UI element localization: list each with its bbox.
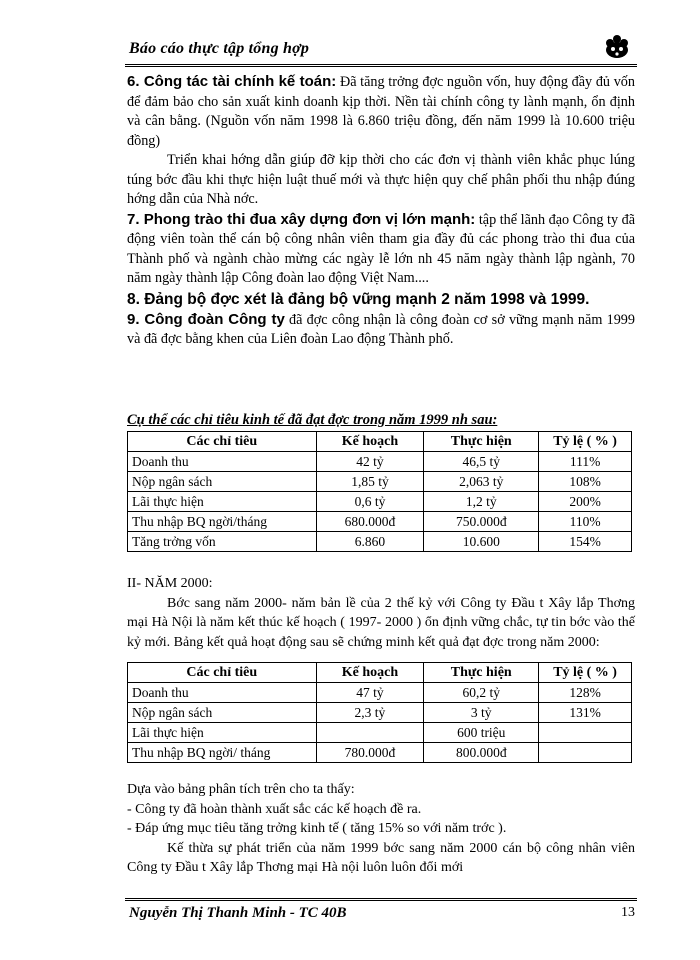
table-cell: 2,3 tỷ xyxy=(316,703,424,723)
table-2-header-row xyxy=(128,663,632,683)
table-header-cell: Thực hiện xyxy=(424,432,539,452)
table-cell: 154% xyxy=(539,532,632,552)
table-cell: Thu nhập BQ ngời/tháng xyxy=(128,512,317,532)
table-row xyxy=(128,512,632,532)
table-row xyxy=(128,723,632,743)
section-9-heading: 9. Công đoàn Công ty xyxy=(127,310,285,328)
analysis-conclusion: Kế thừa sự phát triển của năm 1999 bớc sang năm 2000 cán bộ công nhân viên Công ty Đầu t Xây lắp Thơng mại Hà nội luôn luôn đổi mới xyxy=(127,840,635,875)
header-title: Báo cáo thực tập tổng hợp xyxy=(129,40,310,57)
table-header-cell: Tỷ lệ ( % ) xyxy=(539,663,632,683)
table-cell: 600 triệu xyxy=(424,723,539,743)
table-header-cell: Thực hiện xyxy=(424,663,539,683)
table-cell: Thu nhập BQ ngời/ tháng xyxy=(128,743,317,763)
table-cell: 131% xyxy=(539,703,632,723)
table-row xyxy=(128,743,632,763)
table-header-cell: Các chỉ tiêu xyxy=(128,432,317,452)
table-cell: 108% xyxy=(539,472,632,492)
table-cell: 800.000đ xyxy=(424,743,539,763)
analysis-bullet-1: - Công ty đã hoàn thành xuất sắc các kế hoạch đề ra. xyxy=(127,801,422,817)
table-row xyxy=(128,532,632,552)
table-row xyxy=(128,492,632,512)
table-cell: 10.600 xyxy=(424,532,539,552)
page-number: 13 xyxy=(621,905,635,920)
table-cell: 111% xyxy=(539,452,632,472)
header-rule xyxy=(125,64,637,67)
part-2-paragraph: Bớc sang năm 2000- năm bản lề của 2 thế kỷ với Công ty Đầu t Xây lắp Thơng mại Hà Nội là năm kết thúc kế hoạch ( 1997- 2000 ) ổn định vững chắc, tự tin bớc vào thế kỷ mới. Bảng kết quả hoạt động sau sẽ chứng minh kết quả đạt đợc trong năm 2000: xyxy=(127,595,635,650)
table-header-cell: Kế hoạch xyxy=(316,432,424,452)
table-cell: 780.000đ xyxy=(316,743,424,763)
part-2-heading: II- NĂM 2000: xyxy=(127,576,213,591)
page-header xyxy=(125,38,635,66)
table-cell: 110% xyxy=(539,512,632,532)
decorative-logo-icon xyxy=(602,34,632,60)
table-header-cell: Kế hoạch xyxy=(316,663,424,683)
section-7 xyxy=(127,210,635,289)
section-7-text: tập thể lãnh đạo Công ty đã động viên toàn thể cán bộ công nhân viên tham gia đầy đủ các phong trào thi đua của Thành phố và ngành chào mừng các ngày lễ lớn nh 45 năm ngày thành lập ngành, 70 năm ngày thành lập Công đoàn lao động Việt Nam.... xyxy=(127,211,635,286)
table-row xyxy=(128,683,632,703)
table-cell: 3 tỷ xyxy=(424,703,539,723)
table-cell: 0,6 tỷ xyxy=(316,492,424,512)
table-cell xyxy=(539,723,632,743)
table-cell: 200% xyxy=(539,492,632,512)
table-1-caption: Cụ thể các chỉ tiêu kinh tế đã đạt đợc trong năm 1999 nh sau: xyxy=(127,412,498,428)
part-2 xyxy=(127,574,635,652)
table-row xyxy=(128,452,632,472)
section-9 xyxy=(127,310,635,350)
table-cell: 60,2 tỷ xyxy=(424,683,539,703)
section-6-paragraph-2: Triển khai hớng dẫn giúp đỡ kịp thời cho các đơn vị thành viên khắc phục lúng túng bớc đầu khi thực hiện luật thuế mới và thực hiện quy chế phân phối thu nhập đúng hớng dẫn của Nhà nớc. xyxy=(127,152,635,207)
table-cell: 1,85 tỷ xyxy=(316,472,424,492)
section-7-heading: 7. Phong trào thi đua xây dựng đơn vị lớn mạnh: xyxy=(127,210,476,228)
body-text xyxy=(127,72,635,350)
footer-author: Nguyễn Thị Thanh Minh - TC 40B xyxy=(129,905,347,921)
table-cell: Doanh thu xyxy=(128,683,317,703)
analysis-bullet-2: - Đáp ứng mục tiêu tăng trởng kinh tế ( tăng 15% so với năm trớc ). xyxy=(127,821,507,836)
table-row xyxy=(128,472,632,492)
table-cell: 47 tỷ xyxy=(316,683,424,703)
table-cell xyxy=(316,723,424,743)
table-2 xyxy=(127,662,632,763)
table-cell: Nộp ngân sách xyxy=(128,472,317,492)
table-1-header-row xyxy=(128,432,632,452)
table-cell: 128% xyxy=(539,683,632,703)
section-6-heading: 6. Công tác tài chính kế toán: xyxy=(127,73,337,90)
section-9-text: đã đợc công nhận là công đoàn cơ sở vững mạnh năm 1999 và đã đợc bằng khen của Liên đoàn Lao động Thành phố. xyxy=(127,311,635,347)
section-8-heading: 8. Đảng bộ đợc xét là đảng bộ vững mạnh 2 năm 1998 và 1999. xyxy=(127,290,590,308)
table-cell: Tăng trởng vốn xyxy=(128,532,317,552)
table-cell: 1,2 tỷ xyxy=(424,492,539,512)
analysis-intro: Dựa vào bảng phân tích trên cho ta thấy: xyxy=(127,782,355,797)
table-header-cell: Tỷ lệ ( % ) xyxy=(539,432,632,452)
table-cell: Lãi thực hiện xyxy=(128,492,317,512)
table-cell: 42 tỷ xyxy=(316,452,424,472)
table-cell: 6.860 xyxy=(316,532,424,552)
table-cell: 46,5 tỷ xyxy=(424,452,539,472)
table-cell: Nộp ngân sách xyxy=(128,703,317,723)
table-cell xyxy=(539,743,632,763)
page-footer xyxy=(125,898,635,928)
table-cell: Doanh thu xyxy=(128,452,317,472)
table-row xyxy=(128,703,632,723)
table-header-cell: Các chỉ tiêu xyxy=(128,663,317,683)
table-cell: 750.000đ xyxy=(424,512,539,532)
analysis xyxy=(127,780,635,878)
table-cell: 680.000đ xyxy=(316,512,424,532)
table-1 xyxy=(127,431,632,552)
footer-rule xyxy=(125,898,637,901)
section-6 xyxy=(127,72,635,151)
table-cell: Lãi thực hiện xyxy=(128,723,317,743)
section-6-text: Đã tăng trởng đợc nguồn vốn, huy động đầy đủ vốn để đảm bảo cho sản xuất kinh doanh kịp thời. Nền tài chính công ty lành mạnh, ổn định và cân bằng. (Nguồn vốn năm 1998 là 6.860 triệu đồng, đến năm 1999 là 10.600 triệu đồng) xyxy=(127,74,635,149)
table-cell: 2,063 tỷ xyxy=(424,472,539,492)
